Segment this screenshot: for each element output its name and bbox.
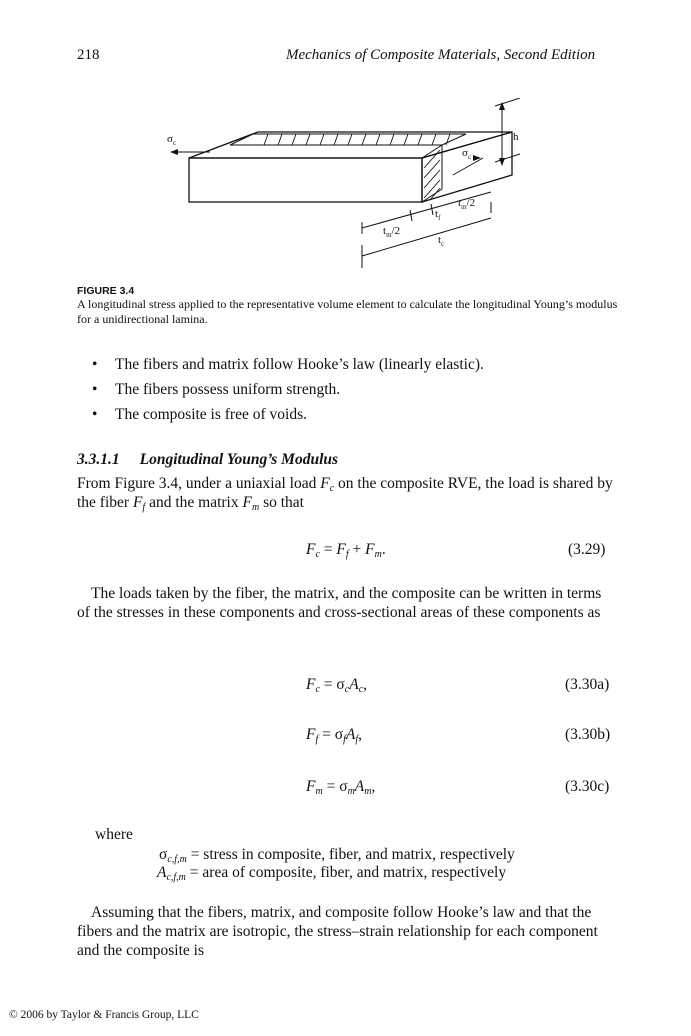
equation-number: (3.29) — [568, 541, 606, 558]
definition-sigma: $\sigma_{c,f,m}$ = stress in composite, fiber, and matrix, respectively — [159, 846, 515, 865]
sigma-right-label: $\sigma_c$ — [462, 147, 472, 161]
figure-label: FIGURE 3.4 — [77, 285, 135, 297]
section-title: Longitudinal Young’s Modulus — [139, 451, 339, 468]
list-item: • The fibers and matrix follow Hooke’s law (linearly elastic). — [92, 352, 632, 377]
rve-figure — [140, 98, 540, 273]
copyright-footer: © 2006 by Taylor & Francis Group, LLC — [9, 1009, 199, 1021]
tc-label: $t_c$ — [438, 234, 445, 248]
tm-half-label-right: $t_m/2$ — [458, 197, 476, 211]
equation-3-30a: $F_c = \sigma_cA_c$, — [306, 676, 368, 695]
paragraph-hookes-law: Assuming that the fibers, matrix, and composite follow Hooke’s law and that the fibers and the matrix are isotropic, the stress–strain relationship for each component and the composite is — [77, 904, 598, 959]
equation-number: (3.30a) — [565, 676, 610, 693]
definition-area: $A_{c,f,m}$ = area of composite, fiber, and matrix, respectively — [157, 864, 507, 883]
tf-label: $t_f$ — [435, 208, 441, 222]
height-label: h — [513, 131, 519, 143]
equation-3-30c: $F_m = \sigma_mA_m$, — [306, 778, 376, 797]
paragraph-load-sharing: From Figure 3.4, under a uniaxial load $F_c$ on the composite RVE, the load is shared by the fiber $F_f$ and the matrix $F_m$ so that — [77, 475, 613, 513]
running-header-title: Mechanics of Composite Materials, Second Edition — [286, 47, 596, 63]
list-item: • The fibers possess uniform strength. — [92, 377, 632, 402]
where-label: where — [95, 826, 133, 843]
paragraph-stresses: The loads taken by the fiber, the matrix, and the composite can be written in terms of the stresses in these components and cross-sectional areas of these components as — [77, 585, 602, 621]
figure-caption: A longitudinal stress applied to the representative volume element to calculate the longitudinal Young’s modulus for a unidirectional lamina. — [77, 297, 618, 326]
equation-3-30b: $F_f = \sigma_fA_f$, — [306, 726, 363, 745]
equation-number: (3.30c) — [565, 778, 610, 795]
section-number: 3.3.1.1 — [77, 451, 120, 468]
list-item: • The composite is free of voids. — [92, 402, 632, 427]
equation-number: (3.30b) — [565, 726, 611, 743]
equation-3-29: $F_c = F_f + F_m$. — [306, 541, 386, 560]
sigma-left-label: $\sigma_c$ — [167, 133, 177, 147]
page-number: 218 — [77, 47, 100, 63]
section-heading — [77, 451, 338, 469]
assumption-list — [92, 352, 632, 427]
tm-half-label-left: $t_m/2$ — [383, 225, 401, 239]
